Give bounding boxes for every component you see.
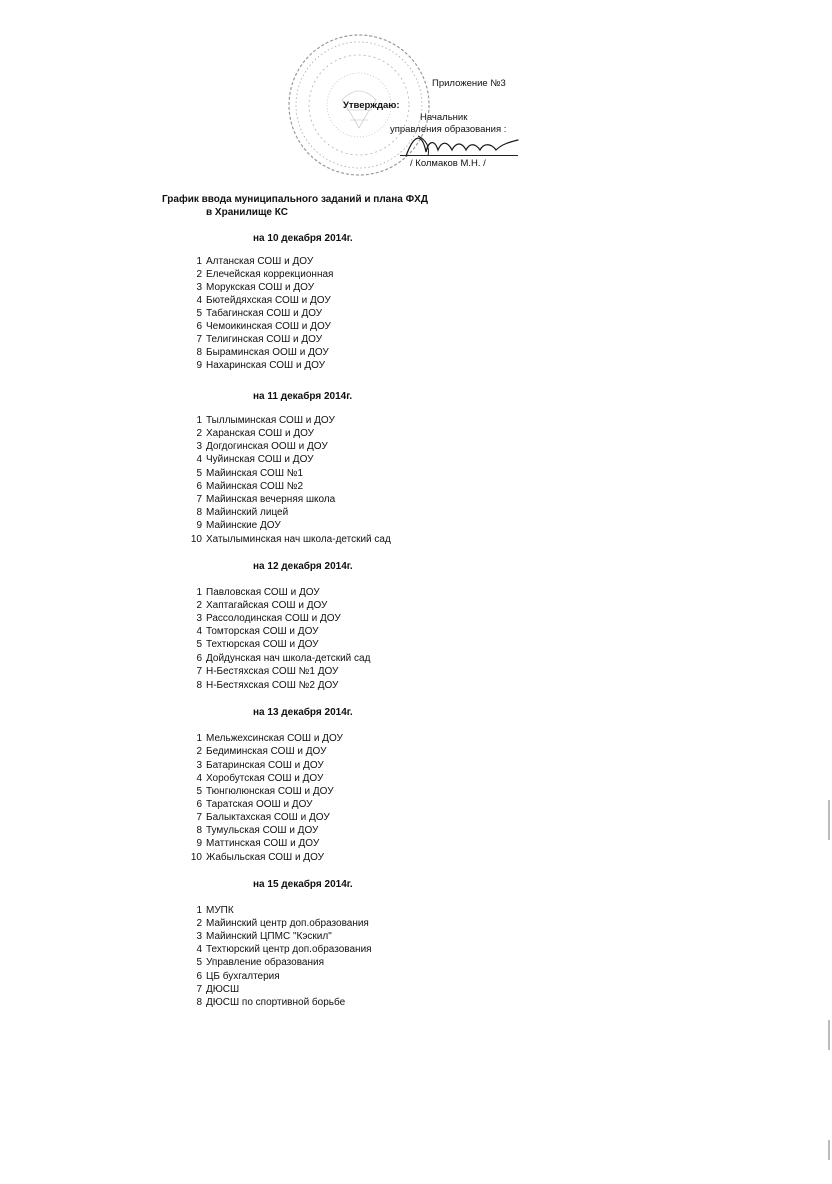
item-name: Н-Бестяхская СОШ №1 ДОУ — [206, 666, 339, 677]
section-date-1: на 10 декабря 2014г. — [253, 233, 353, 244]
item-number: 10 — [190, 534, 202, 545]
item-name: ДЮСШ — [206, 984, 240, 995]
signature-line — [400, 155, 518, 156]
item-name: ДЮСШ по спортивной борьбе — [206, 997, 346, 1008]
item-number: 9 — [196, 838, 202, 849]
section-date-4: на 13 декабря 2014г. — [253, 707, 353, 718]
item-number: 3 — [196, 613, 202, 624]
item-number: 7 — [196, 334, 202, 345]
item-number: 4 — [196, 295, 202, 306]
item-number: 4 — [196, 944, 202, 955]
item-number: 8 — [196, 680, 202, 691]
item-name: Томторская СОШ и ДОУ — [206, 626, 319, 637]
section-date-5: на 15 декабря 2014г. — [253, 879, 353, 890]
item-number: 2 — [196, 428, 202, 439]
item-name: Техтюрская СОШ и ДОУ — [206, 639, 319, 650]
item-name: Нахаринская СОШ и ДОУ — [206, 360, 326, 371]
item-name: Телигинская СОШ и ДОУ — [206, 334, 323, 345]
approval-label: Утверждаю: — [343, 100, 400, 111]
item-number: 3 — [196, 282, 202, 293]
item-number: 6 — [196, 971, 202, 982]
item-name: Батаринская СОШ и ДОУ — [206, 760, 324, 771]
item-number: 5 — [196, 639, 202, 650]
item-number: 8 — [196, 507, 202, 518]
item-name: Алтанская СОШ и ДОУ — [206, 256, 314, 267]
item-number: 3 — [196, 441, 202, 452]
item-number: 3 — [196, 931, 202, 942]
item-number: 7 — [196, 984, 202, 995]
appendix-label: Приложение №3 — [432, 78, 506, 89]
item-name: Тюнгюлюнская СОШ и ДОУ — [206, 786, 334, 797]
item-name: Майинская СОШ №1 — [206, 468, 304, 479]
item-number: 2 — [196, 269, 202, 280]
item-number: 7 — [196, 494, 202, 505]
item-name: Быраминская ООШ и ДОУ — [206, 347, 329, 358]
item-name: Жабыльская СОШ и ДОУ — [206, 852, 324, 863]
item-name: Рассолодинская СОШ и ДОУ — [206, 613, 341, 624]
item-number: 1 — [196, 905, 202, 916]
item-name: Дойдунская нач школа-детский сад — [206, 653, 371, 664]
item-name: Техтюрский центр доп.образования — [206, 944, 372, 955]
item-number: 8 — [196, 997, 202, 1008]
section-date-3: на 12 декабря 2014г. — [253, 561, 353, 572]
item-name: МУПК — [206, 905, 234, 916]
item-number: 9 — [196, 520, 202, 531]
item-number: 7 — [196, 812, 202, 823]
document-title: График ввода муниципального заданий и плана ФХД — [162, 194, 428, 205]
item-name: Управление образования — [206, 957, 324, 968]
item-name: Майинская вечерняя школа — [206, 494, 336, 505]
item-name: Таратская ООШ и ДОУ — [206, 799, 313, 810]
item-name: Павловская СОШ и ДОУ — [206, 587, 320, 598]
item-number: 6 — [196, 481, 202, 492]
item-name: ЦБ бухгалтерия — [206, 971, 280, 982]
item-number: 5 — [196, 957, 202, 968]
item-name: Майинский лицей — [206, 507, 289, 518]
item-name: Н-Бестяхская СОШ №2 ДОУ — [206, 680, 339, 691]
item-number: 1 — [196, 415, 202, 426]
item-name: Майинский ЦПМС "Кэскил" — [206, 931, 332, 942]
document-subtitle: в Хранилище КС — [206, 207, 288, 218]
position-line-2: управления образования : — [390, 124, 507, 135]
item-number: 5 — [196, 308, 202, 319]
item-name: Морукская СОШ и ДОУ — [206, 282, 315, 293]
scan-edge-mark — [828, 1020, 830, 1050]
item-name: Майинские ДОУ — [206, 520, 281, 531]
item-name: Майинская СОШ №2 — [206, 481, 304, 492]
item-number: 8 — [196, 825, 202, 836]
item-name: Тумульская СОШ и ДОУ — [206, 825, 319, 836]
item-number: 6 — [196, 799, 202, 810]
item-name: Бютейдяхская СОШ и ДОУ — [206, 295, 331, 306]
position-line-1: Начальник — [420, 112, 468, 123]
item-number: 4 — [196, 454, 202, 465]
item-name: Табагинская СОШ и ДОУ — [206, 308, 323, 319]
item-number: 2 — [196, 600, 202, 611]
item-name: Балыктахская СОШ и ДОУ — [206, 812, 330, 823]
item-number: 5 — [196, 786, 202, 797]
item-name: Бедиминская СОШ и ДОУ — [206, 746, 327, 757]
item-number: 8 — [196, 347, 202, 358]
item-name: Тыллыминская СОШ и ДОУ — [206, 415, 335, 426]
item-number: 4 — [196, 626, 202, 637]
item-number: 5 — [196, 468, 202, 479]
item-name: Мельжехсинская СОШ и ДОУ — [206, 733, 343, 744]
item-name: Харанская СОШ и ДОУ — [206, 428, 314, 439]
item-number: 6 — [196, 321, 202, 332]
item-number: 2 — [196, 918, 202, 929]
item-name: Догдогинская ООШ и ДОУ — [206, 441, 328, 452]
scan-edge-mark — [828, 1140, 830, 1160]
item-number: 2 — [196, 746, 202, 757]
item-number: 1 — [196, 733, 202, 744]
item-name: Хоробутская СОШ и ДОУ — [206, 773, 324, 784]
item-name: Майинский центр доп.образования — [206, 918, 369, 929]
item-name: Елечейская коррекционная — [206, 269, 334, 280]
item-name: Хатылыминская нач школа-детский сад — [206, 534, 391, 545]
item-number: 3 — [196, 760, 202, 771]
item-number: 1 — [196, 256, 202, 267]
item-number: 4 — [196, 773, 202, 784]
item-name: Хаптагайская СОШ и ДОУ — [206, 600, 328, 611]
item-number: 1 — [196, 587, 202, 598]
item-number: 10 — [190, 852, 202, 863]
item-number: 6 — [196, 653, 202, 664]
item-name: Маттинская СОШ и ДОУ — [206, 838, 320, 849]
item-number: 9 — [196, 360, 202, 371]
item-number: 7 — [196, 666, 202, 677]
signer-name: / Колмаков М.Н. / — [410, 158, 486, 169]
section-date-2: на 11 декабря 2014г. — [253, 391, 353, 402]
item-name: Чемоикинская СОШ и ДОУ — [206, 321, 331, 332]
scan-edge-mark — [828, 800, 830, 840]
item-name: Чуйинская СОШ и ДОУ — [206, 454, 314, 465]
